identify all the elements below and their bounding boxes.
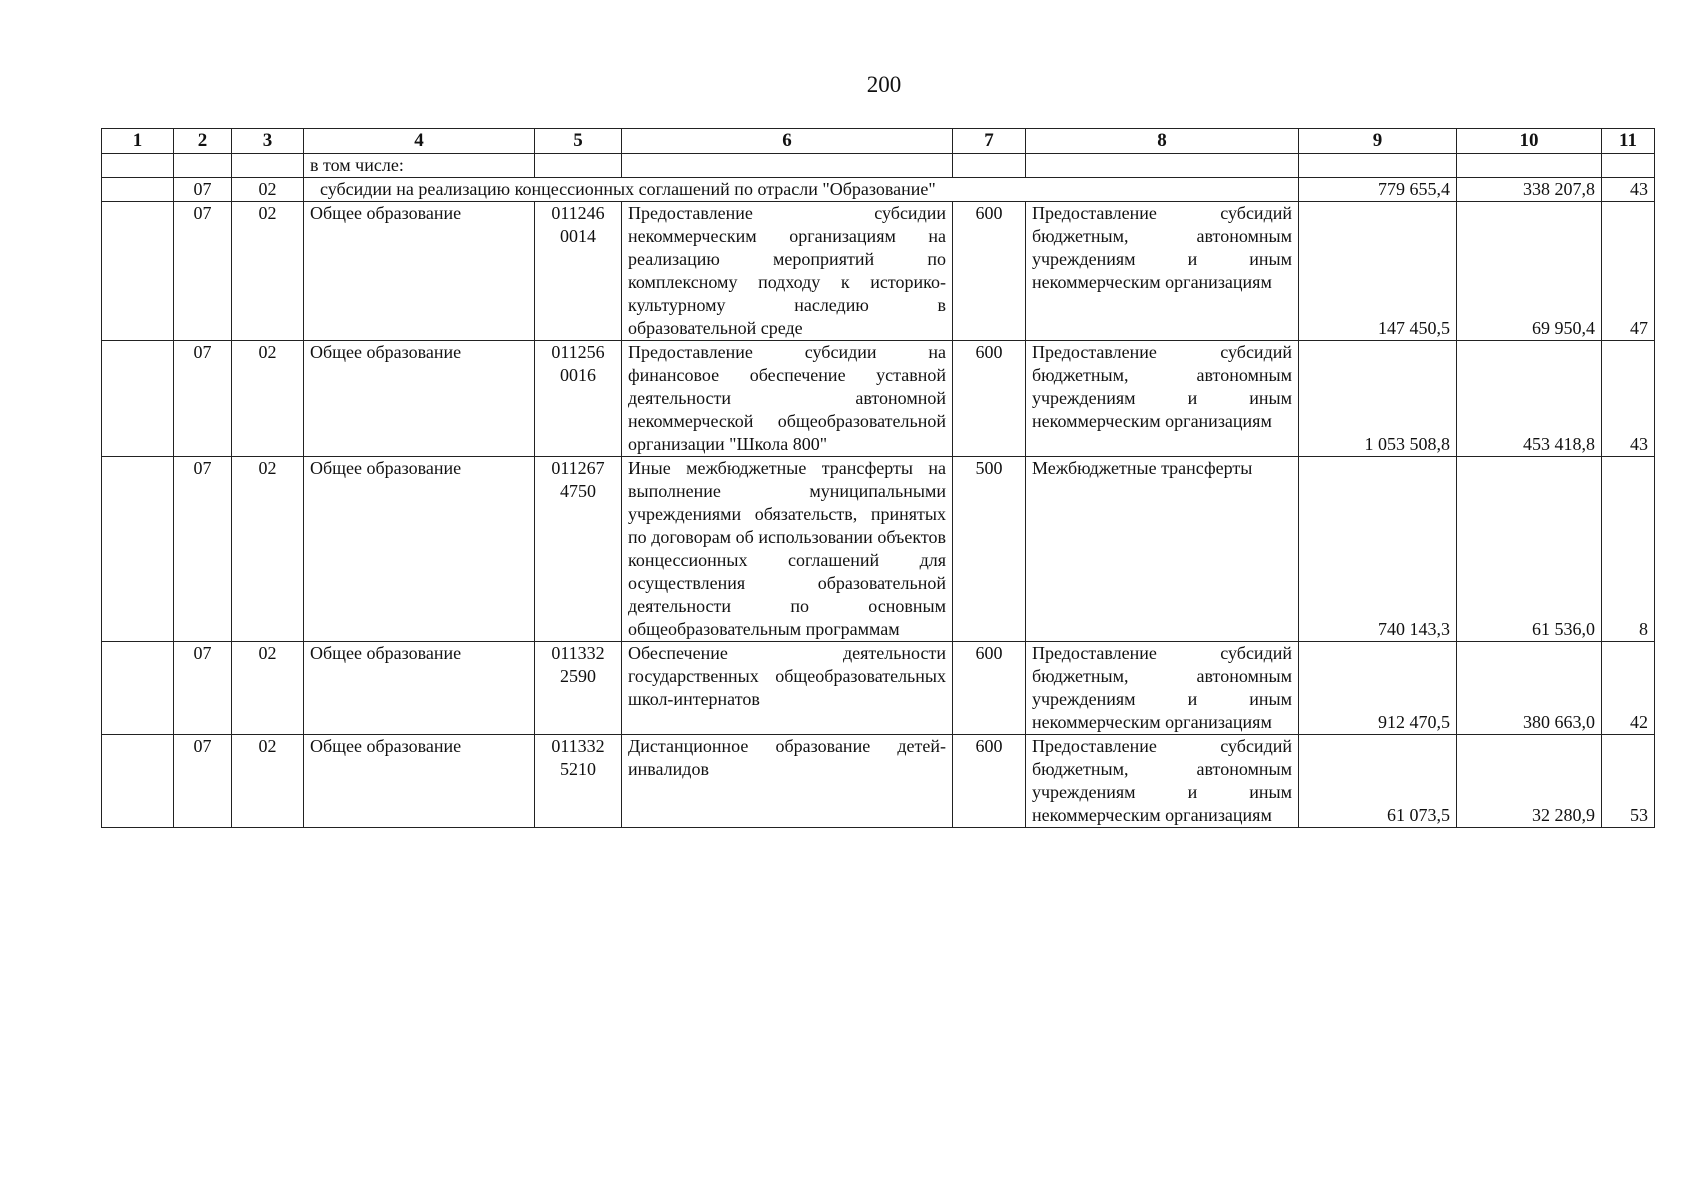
section-name: Общее образование [304, 642, 535, 735]
value-col11: 53 [1602, 735, 1655, 828]
column-header: 6 [622, 129, 953, 154]
table-row [102, 642, 1655, 735]
subsection-code: 02 [232, 457, 304, 642]
amount-col9: 1 053 508,8 [1299, 341, 1457, 457]
expense-type-name: Предоставление субсидий бюджетным, автономным учреждениям и иным некоммерческим организациям [1026, 202, 1299, 341]
section-code: 07 [174, 735, 232, 828]
expense-type-code: 600 [953, 642, 1026, 735]
column-header: 7 [953, 129, 1026, 154]
target-code: 011267 4750 [535, 457, 622, 642]
expense-type-name: Предоставление субсидий бюджетным, автономным учреждениям и иным некоммерческим организациям [1026, 642, 1299, 735]
amount-col10: 69 950,4 [1457, 202, 1602, 341]
subsection-code: 02 [232, 178, 304, 202]
column-header: 11 [1602, 129, 1655, 154]
column-header: 3 [232, 129, 304, 154]
target-code: 011246 0014 [535, 202, 622, 341]
value-col11: 42 [1602, 642, 1655, 735]
amount-col10: 338 207,8 [1457, 178, 1602, 202]
value-col11: 8 [1602, 457, 1655, 642]
amount-col10: 380 663,0 [1457, 642, 1602, 735]
column-header: 10 [1457, 129, 1602, 154]
column-header: 1 [102, 129, 174, 154]
column-header: 4 [304, 129, 535, 154]
section-code: 07 [174, 341, 232, 457]
section-code: 07 [174, 642, 232, 735]
amount-col10: 32 280,9 [1457, 735, 1602, 828]
subsection-code: 02 [232, 642, 304, 735]
table-row [102, 457, 1655, 642]
page-number: 200 [866, 72, 902, 97]
expense-description: Обеспечение деятельности государственных общеобразовательных школ-интернатов [622, 642, 953, 735]
value-col11: 43 [1602, 341, 1655, 457]
value-col11: 43 [1602, 178, 1655, 202]
expense-description: Дистанционное образование детей-инвалидов [622, 735, 953, 828]
amount-col9: 147 450,5 [1299, 202, 1457, 341]
section-name: Общее образование [304, 202, 535, 341]
value-col11: 47 [1602, 202, 1655, 341]
subtotal-description: субсидии на реализацию концессионных соглашений по отрасли "Образование" [304, 178, 1299, 202]
subsection-code: 02 [232, 341, 304, 457]
column-header: 2 [174, 129, 232, 154]
table-row [102, 735, 1655, 828]
amount-col9: 912 470,5 [1299, 642, 1457, 735]
expense-type-code: 500 [953, 457, 1026, 642]
amount-col9: 61 073,5 [1299, 735, 1457, 828]
subsection-code: 02 [232, 735, 304, 828]
expense-description: Предоставление субсидии на финансовое обеспечение уставной деятельности автономной некоммерческой общеобразовательной организации "Школа 800" [622, 341, 953, 457]
target-code: 011332 2590 [535, 642, 622, 735]
section-code: 07 [174, 202, 232, 341]
section-code: 07 [174, 178, 232, 202]
amount-col10: 61 536,0 [1457, 457, 1602, 642]
amount-col10: 453 418,8 [1457, 341, 1602, 457]
expense-type-name: Предоставление субсидий бюджетным, автономным учреждениям и иным некоммерческим организациям [1026, 341, 1299, 457]
table-row [102, 341, 1655, 457]
subsection-code: 02 [232, 202, 304, 341]
subheader-label: в том числе: [304, 154, 535, 178]
section-name: Общее образование [304, 341, 535, 457]
expense-type-name: Межбюджетные трансферты [1026, 457, 1299, 642]
subtotal-row [102, 178, 1655, 202]
subheader-row [102, 154, 1655, 178]
section-name: Общее образование [304, 735, 535, 828]
column-number-row [102, 129, 1655, 154]
amount-col9: 779 655,4 [1299, 178, 1457, 202]
target-code: 011332 5210 [535, 735, 622, 828]
budget-table [101, 128, 1655, 828]
expense-type-name: Предоставление субсидий бюджетным, автономным учреждениям и иным некоммерческим организациям [1026, 735, 1299, 828]
column-header: 5 [535, 129, 622, 154]
expense-type-code: 600 [953, 202, 1026, 341]
target-code: 011256 0016 [535, 341, 622, 457]
amount-col9: 740 143,3 [1299, 457, 1457, 642]
section-code: 07 [174, 457, 232, 642]
column-header: 8 [1026, 129, 1299, 154]
section-name: Общее образование [304, 457, 535, 642]
expense-description: Иные межбюджетные трансферты на выполнение муниципальными учреждениями обязательств, принятых по договорам об использовании объектов концессионных соглашений для осуществления образовательной деятельности по основным общеобразовательным программам [622, 457, 953, 642]
expense-description: Предоставление субсидии некоммерческим организациям на реализацию мероприятий по комплексному подходу к историко-культурному наследию в образовательной среде [622, 202, 953, 341]
table-row [102, 202, 1655, 341]
column-header: 9 [1299, 129, 1457, 154]
expense-type-code: 600 [953, 341, 1026, 457]
expense-type-code: 600 [953, 735, 1026, 828]
